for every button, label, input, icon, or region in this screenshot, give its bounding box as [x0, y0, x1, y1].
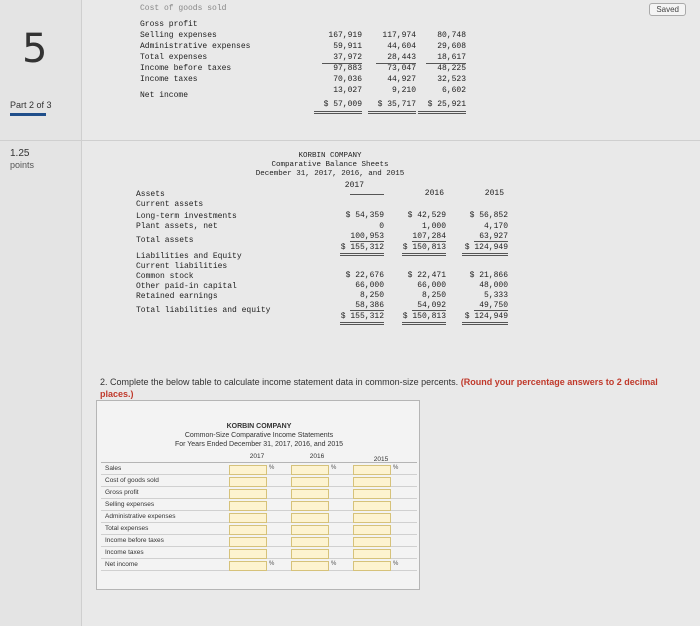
double-underline [402, 253, 446, 256]
income-label: Income before taxes [140, 64, 232, 73]
cs-input-2016[interactable] [291, 525, 329, 535]
cs-row [101, 537, 417, 547]
underline [322, 63, 362, 64]
part-indicator: Part 2 of 3 [10, 100, 52, 110]
bs-value: $ 56,852 [469, 211, 508, 220]
bs-label: Retained earnings [136, 292, 218, 301]
cs-input-2015[interactable] [353, 537, 391, 547]
double-underline [462, 322, 508, 325]
income-label: Selling expenses [140, 31, 217, 40]
bs-value: $ 21,866 [469, 271, 508, 280]
bs-label: Other paid-in capital [136, 282, 237, 291]
bs-value: 66,000 [417, 281, 446, 290]
part-progress-bar [10, 113, 46, 116]
income-value: 44,604 [387, 42, 416, 51]
bs-value: 66,000 [355, 281, 384, 290]
cs-input-2016[interactable] [291, 537, 329, 547]
bs-value: 48,000 [479, 281, 508, 290]
cs-subtitle: For Years Ended December 31, 2017, 2016, and 2015 [174, 441, 344, 448]
cs-input-2017[interactable] [229, 537, 267, 547]
income-value: 37,972 [333, 53, 362, 62]
bs-value: $ 124,949 [464, 312, 508, 321]
underline [350, 194, 384, 195]
underline [350, 310, 384, 311]
bs-col-header: 2015 [484, 189, 504, 198]
income-value: $ 57,009 [323, 100, 362, 109]
income-value: 97,883 [333, 64, 362, 73]
bs-section: Assets [136, 190, 165, 199]
cs-row [101, 549, 417, 559]
cs-row [101, 561, 417, 571]
bs-value: 4,170 [483, 222, 508, 231]
common-size-table [96, 400, 420, 590]
cs-input-2016[interactable] [291, 465, 329, 475]
percent-sign: % [269, 561, 275, 567]
cs-row [101, 465, 417, 475]
bs-value: 8,250 [421, 291, 446, 300]
income-label: Administrative expenses [140, 42, 251, 51]
bs-value: $ 150,813 [402, 312, 446, 321]
underline [426, 63, 466, 64]
bs-value: $ 22,676 [345, 271, 384, 280]
cs-input-2015[interactable] [353, 513, 391, 523]
cs-company: KORBIN COMPANY [226, 423, 292, 430]
cs-input-2016[interactable] [291, 501, 329, 511]
income-value: 13,027 [333, 86, 362, 95]
cs-input-2015[interactable] [353, 561, 391, 571]
bs-value: 1,000 [421, 222, 446, 231]
cs-input-2016[interactable] [291, 513, 329, 523]
income-value: 48,225 [437, 64, 466, 73]
cs-input-2016[interactable] [291, 489, 329, 499]
bs-value: $ 124,949 [464, 243, 508, 252]
cs-row-label: Net income [105, 561, 138, 568]
cs-title: Common-Size Comparative Income Statements [184, 432, 334, 439]
cs-year-header: 2015 [373, 456, 389, 463]
income-label: Total expenses [140, 53, 208, 62]
income-value: 167,919 [328, 31, 362, 40]
question-number[interactable]: 5 [22, 26, 48, 72]
cs-input-2017[interactable] [229, 465, 267, 475]
percent-sign: % [331, 465, 337, 471]
bs-value: $ 155,312 [340, 312, 384, 321]
cs-row [101, 525, 417, 535]
income-value: 117,974 [382, 31, 416, 40]
income-label: Net income [140, 91, 189, 100]
bs-label: Total liabilities and equity [136, 306, 271, 315]
bs-label: Current assets [136, 200, 204, 209]
points-value: 1.25 [10, 148, 30, 159]
cs-input-2015[interactable] [353, 465, 391, 475]
cs-row-label: Selling expenses [105, 501, 155, 508]
underline [474, 241, 508, 242]
question-instruction [100, 376, 690, 400]
cs-row-label: Sales [105, 465, 122, 472]
underline [412, 310, 446, 311]
bs-value: 0 [379, 222, 384, 231]
cs-input-2017[interactable] [229, 477, 267, 487]
instruction-text: 2. Complete the below table to calculate income statement data in common-size percents. [100, 377, 459, 387]
cs-year-header: 2016 [309, 453, 325, 460]
cs-input-2015[interactable] [353, 477, 391, 487]
cs-input-2016[interactable] [291, 477, 329, 487]
divider [0, 140, 700, 141]
income-partial-row: Cost of goods sold [140, 4, 227, 13]
cs-header-row [101, 453, 417, 463]
bs-value: $ 155,312 [340, 243, 384, 252]
bs-value: 54,092 [417, 301, 446, 310]
cs-row [101, 501, 417, 511]
income-value: 28,443 [387, 53, 416, 62]
cs-input-2015[interactable] [353, 501, 391, 511]
cs-row [101, 489, 417, 499]
bs-value: 107,284 [412, 232, 446, 241]
cs-row [101, 477, 417, 487]
underline [350, 241, 384, 242]
cs-input-2017[interactable] [229, 561, 267, 571]
bs-value: $ 42,529 [407, 211, 446, 220]
cs-row-label: Total expenses [105, 525, 149, 532]
cs-input-2016[interactable] [291, 561, 329, 571]
bs-section: Liabilities and Equity [136, 252, 242, 261]
cs-row-label: Gross profit [105, 489, 139, 496]
income-value: 73,047 [387, 64, 416, 73]
double-underline [368, 111, 416, 114]
underline [412, 241, 446, 242]
income-value: $ 25,921 [427, 100, 466, 109]
percent-sign: % [393, 465, 399, 471]
bs-label: Total assets [136, 236, 194, 245]
points-label: points [10, 160, 35, 170]
double-underline [418, 111, 466, 114]
bs-value: 8,250 [359, 291, 384, 300]
income-value: 18,617 [437, 53, 466, 62]
income-value: 6,602 [441, 86, 466, 95]
cs-input-2015[interactable] [353, 549, 391, 559]
bs-value: $ 22,471 [407, 271, 446, 280]
cs-input-2015[interactable] [353, 489, 391, 499]
income-label: Income taxes [140, 75, 198, 84]
cs-input-2017[interactable] [229, 489, 267, 499]
bs-date: December 31, 2017, 2016, and 2015 [255, 170, 405, 178]
cs-input-2017[interactable] [229, 525, 267, 535]
cs-input-2016[interactable] [291, 549, 329, 559]
bs-label: Common stock [136, 272, 194, 281]
question-rail [0, 0, 82, 626]
bs-value: $ 54,359 [345, 211, 384, 220]
income-value: 9,210 [391, 86, 416, 95]
double-underline [314, 111, 362, 114]
cs-input-2017[interactable] [229, 513, 267, 523]
cs-row-label: Income taxes [105, 549, 144, 556]
percent-sign: % [393, 561, 399, 567]
bs-company: KORBIN COMPANY [298, 152, 362, 160]
bs-value: 49,750 [479, 301, 508, 310]
cs-row-label: Income before taxes [105, 537, 164, 544]
bs-value: 100,953 [350, 232, 384, 241]
bs-value: 58,386 [355, 301, 384, 310]
double-underline [340, 322, 384, 325]
cs-input-2017[interactable] [229, 549, 267, 559]
cs-input-2017[interactable] [229, 501, 267, 511]
double-underline [462, 253, 508, 256]
double-underline [402, 322, 446, 325]
double-underline [340, 253, 384, 256]
instruction-emphasis: (Round your percentage answers to 2 decimal places.) [100, 377, 658, 399]
bs-value: $ 150,813 [402, 243, 446, 252]
bs-label: Plant assets, net [136, 222, 218, 231]
income-label: Gross profit [140, 20, 198, 29]
saved-indicator: Saved [649, 3, 686, 16]
bs-title: Comparative Balance Sheets [271, 161, 389, 169]
percent-sign: % [331, 561, 337, 567]
income-value: 80,748 [437, 31, 466, 40]
income-value: 59,911 [333, 42, 362, 51]
underline [376, 63, 416, 64]
income-value: 32,523 [437, 75, 466, 84]
bs-value: 63,927 [479, 232, 508, 241]
bs-col-header: 2017 [344, 181, 364, 190]
bs-value: 5,333 [483, 291, 508, 300]
underline [474, 310, 508, 311]
percent-sign: % [269, 465, 275, 471]
income-value: 70,036 [333, 75, 362, 84]
cs-row-label: Administrative expenses [105, 513, 176, 520]
income-value: $ 35,717 [377, 100, 416, 109]
bs-label: Long-term investments [136, 212, 237, 221]
income-value: 44,927 [387, 75, 416, 84]
cs-row-label: Cost of goods sold [105, 477, 159, 484]
income-value: 29,608 [437, 42, 466, 51]
cs-row [101, 513, 417, 523]
cs-input-2015[interactable] [353, 525, 391, 535]
cs-year-header: 2017 [249, 453, 265, 460]
bs-col-header: 2016 [424, 189, 444, 198]
bs-label: Current liabilities [136, 262, 228, 271]
